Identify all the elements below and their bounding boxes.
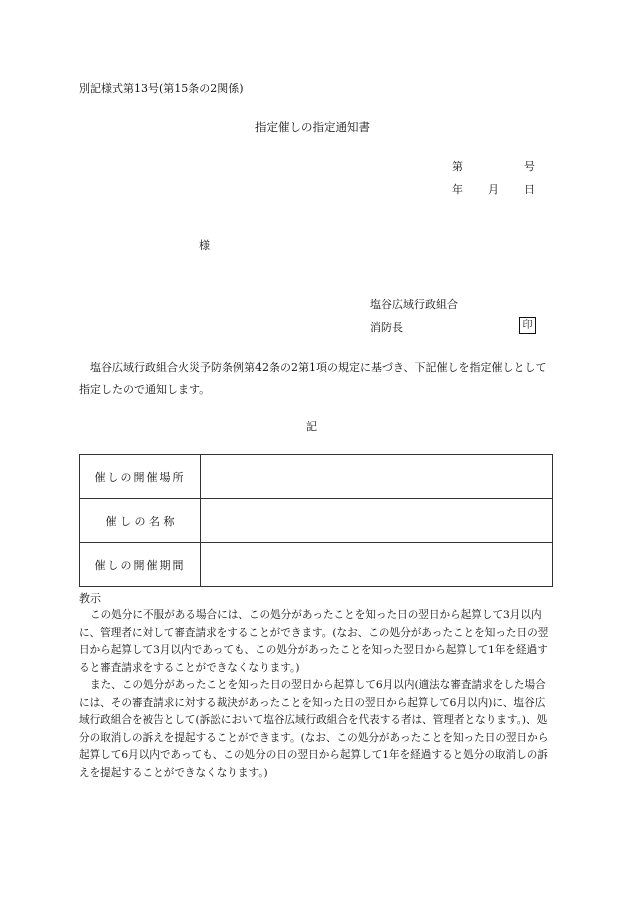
row-value-event-name bbox=[201, 499, 553, 543]
kyoji-paragraph: この処分に不服がある場合には、この処分があったことを知った日の翌日から起算して3月以内に、管理者に対して審査請求をすることができます。(なお、この処分があったことを知った日の翌日から起算して3月以内であっても、この処分があったことを知った翌日から起算して1年を経過すると審査請求をすることができなくなります。) bbox=[79, 609, 549, 674]
row-value-period bbox=[201, 543, 553, 587]
date-day: 日 bbox=[524, 183, 535, 196]
event-info-table bbox=[79, 454, 553, 587]
seal-mark: 印 bbox=[519, 317, 536, 334]
form-number: 別記様式第13号(第15条の2関係) bbox=[79, 82, 244, 95]
table-row bbox=[80, 499, 553, 543]
number-suffix: 号 bbox=[524, 160, 535, 173]
row-label-period: 催しの開催期間 bbox=[80, 543, 201, 587]
table-row bbox=[80, 455, 553, 499]
kyoji-heading: 教示 bbox=[79, 592, 101, 605]
issuer-title: 消防長 bbox=[370, 321, 403, 334]
date-year: 年 bbox=[452, 183, 463, 196]
issuer-organization: 塩谷広域行政組合 bbox=[370, 298, 458, 311]
number-prefix: 第 bbox=[452, 160, 463, 173]
date-line bbox=[452, 181, 536, 197]
kyoji-body bbox=[79, 607, 555, 782]
table-row bbox=[80, 543, 553, 587]
document-title: 指定催しの指定通知書 bbox=[255, 120, 370, 134]
row-label-venue: 催しの開催場所 bbox=[80, 455, 201, 499]
date-month: 月 bbox=[488, 183, 499, 196]
row-label-event-name: 催 し の 名 称 bbox=[80, 499, 201, 543]
ki-heading: 記 bbox=[306, 420, 317, 433]
kyoji-paragraph: また、この処分があったことを知った日の翌日から起算して6月以内(適法な審査請求をした場合には、その審査請求に対する裁決があったことを知った日の翌日から起算して6月以内)に、塩谷広域行政組合を被告として(訴訟において塩谷広域行政組合を代表する者は、管理者となります。)、処分の取消しの訴えを提起することができます。(なお、この処分があったことを知った日の翌日から起算して6月以内であっても、この処分の日の翌日から起算して1年を経過すると処分の取消しの訴えを提起することができなくなります。) bbox=[79, 679, 549, 779]
recipient-honorific: 様 bbox=[199, 239, 210, 252]
row-value-venue bbox=[201, 455, 553, 499]
notification-body: 塩谷広域行政組合火災予防条例第42条の2第1項の規定に基づき、下記催しを指定催しとして指定したので通知します。 bbox=[79, 361, 547, 396]
document-number-line bbox=[452, 158, 536, 174]
